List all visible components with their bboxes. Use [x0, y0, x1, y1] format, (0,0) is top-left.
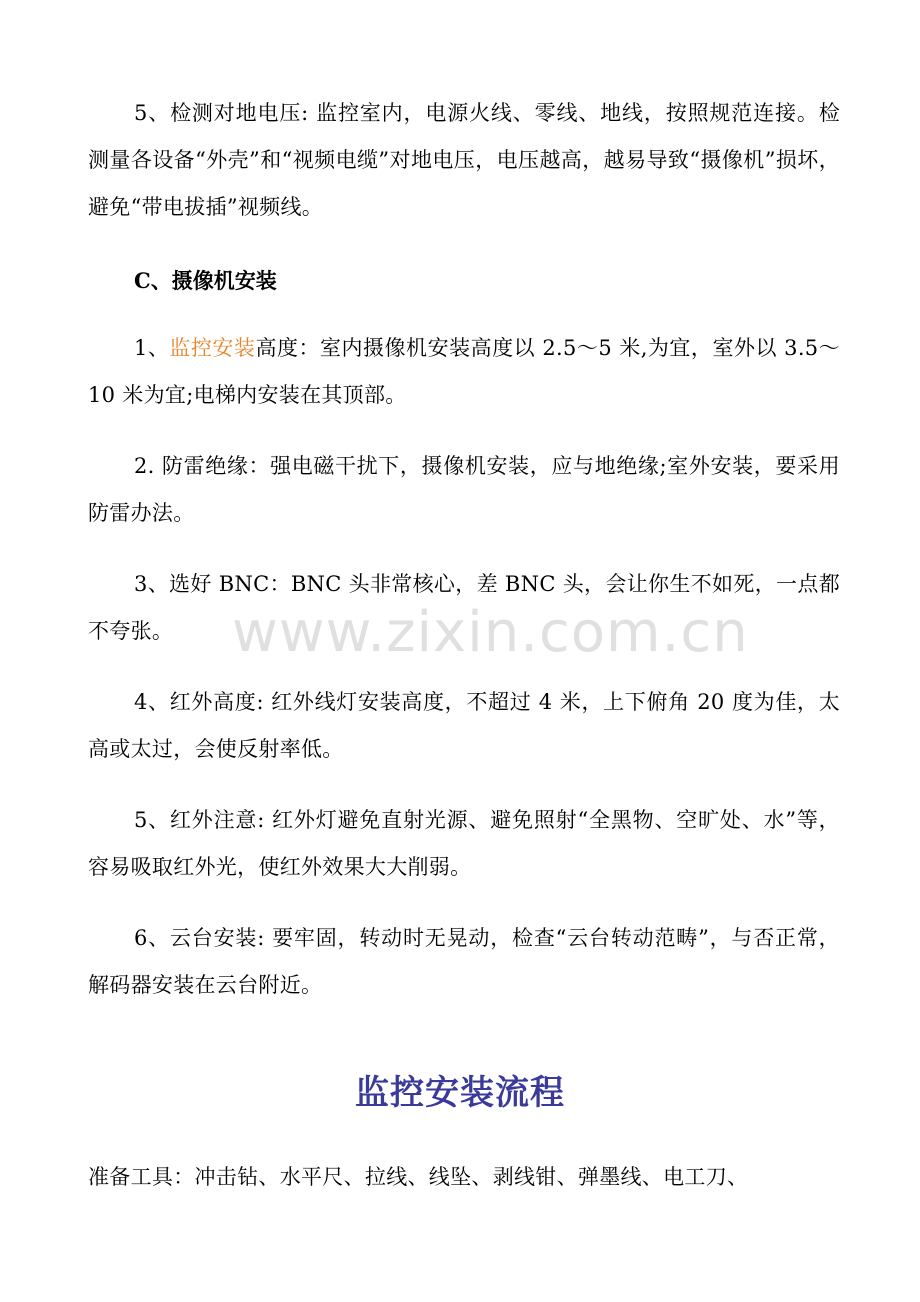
monitor-install-link[interactable]: 监控安装	[169, 336, 256, 360]
paragraph-bnc: 3、选好 BNC：BNC 头非常核心，差 BNC 头，会让你生不如死，一点都不夸张。	[88, 572, 840, 643]
paragraph-ir-height: 4、红外高度: 红外线灯安装高度，不超过 4 米，上下俯角 20 度为佳，太高或太过，会使反射率低。	[88, 690, 840, 761]
paragraph-lightning-insulation: 2. 防雷绝缘：强电磁干扰下，摄像机安装，应与地绝缘;室外安装，要采用防雷办法。	[88, 454, 840, 525]
paragraph-ground-voltage: 5、检测对地电压: 监控室内，电源火线、零线、地线，按照规范连接。检测量各设备“外壳”和“视频电缆”对地电压，电压越高，越易导致“摄像机”损坏，避免“带电拔插”视频线。	[88, 101, 840, 219]
watermark: www.zixin.com.cn	[232, 600, 749, 665]
paragraph-install-height	[88, 325, 840, 419]
section-title-install-process: 监控安装流程	[355, 1073, 565, 1113]
install-height-text: 高度：室内摄像机安装高度以 2.5～5 米,为宜，室外以 3.5～10 米为宜;电梯内安装在其顶部。	[88, 336, 840, 407]
section-heading-camera-install: C、摄像机安装	[134, 268, 277, 293]
item-number: 1、	[134, 336, 170, 360]
paragraph-ir-notice: 5、红外注意: 红外灯避免直射光源、避免照射“全黑物、空旷处、水”等，容易吸取红外光，使红外效果大大削弱。	[88, 808, 840, 879]
paragraph-ptz-install: 6、云台安装: 要牢固，转动时无晃动，检查“云台转动范畴”，与否正常，解码器安装在云台附近。	[88, 926, 840, 997]
paragraph-tools: 准备工具：冲击钻、水平尺、拉线、线坠、剥线钳、弹墨线、电工刀、	[88, 1165, 749, 1189]
